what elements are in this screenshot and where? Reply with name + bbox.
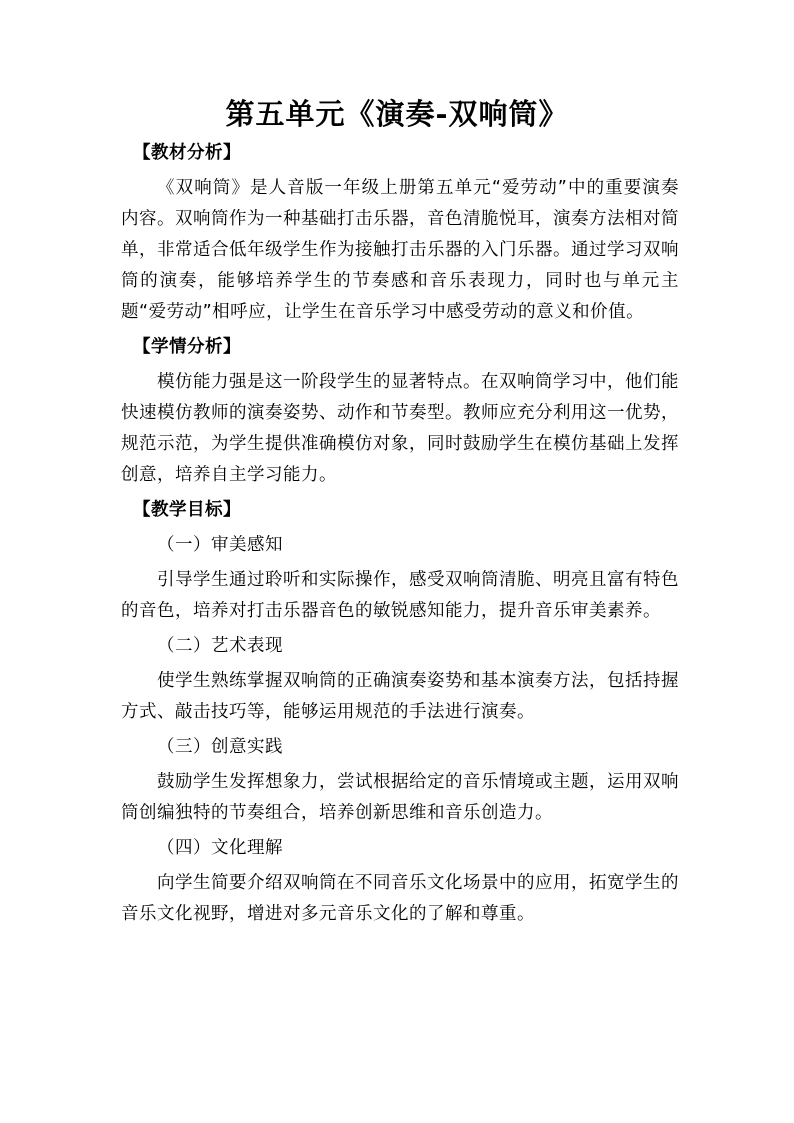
paragraph-creative-practice: 鼓励学生发挥想象力，尝试根据给定的音乐情境或主题，运用双响筒创编独特的节奏组合，培养创新思维和音乐创造力。 <box>121 772 679 823</box>
paragraph-aesthetic-perception: 引导学生通过聆听和实际操作，感受双响筒清脆、明亮且富有特色的音色，培养对打击乐器音色的敏锐感知能力，提升音乐审美素养。 <box>121 570 679 621</box>
subsection-label-creative-practice: （三）创意实践 <box>157 737 283 757</box>
paragraph-learner-analysis: 模仿能力强是这一阶段学生的显著特点。在双响筒学习中，他们能快速模仿教师的演奏姿势、动作和节奏型。教师应充分利用这一优势，规范示范，为学生提供准确模仿对象，同时鼓励学生在模仿基础上发挥创意，培养自主学习能力。 <box>121 372 679 485</box>
section-heading-learner-analysis: 【学情分析】 <box>133 337 241 357</box>
paragraph-textbook-analysis: 《双响筒》是人音版一年级上册第五单元“爱劳动”中的重要演奏内容。双响筒作为一种基础打击乐器，音色清脆悦耳，演奏方法相对简单，非常适合低年级学生作为接触打击乐器的入门乐器。通过学习双响筒的演奏，能够培养学生的节奏感和音乐表现力，同时也与单元主题“爱劳动”相呼应，让学生在音乐学习中感受劳动的意义和价值。 <box>121 178 679 322</box>
subsection-label-aesthetic-perception: （一）审美感知 <box>157 535 283 555</box>
section-heading-textbook-analysis: 【教材分析】 <box>133 143 241 163</box>
paragraph-artistic-expression: 使学生熟练掌握双响筒的正确演奏姿势和基本演奏方法，包括持握方式、敲击技巧等，能够运用规范的手法进行演奏。 <box>121 671 679 722</box>
subsection-label-cultural-understanding: （四）文化理解 <box>157 838 283 858</box>
section-heading-teaching-goals: 【教学目标】 <box>133 500 241 520</box>
paragraph-cultural-understanding: 向学生简要介绍双响筒在不同音乐文化场景中的应用，拓宽学生的音乐文化视野，增进对多元音乐文化的了解和尊重。 <box>121 873 679 924</box>
document-body <box>121 138 679 930</box>
document-title: 第五单元《演奏-双响筒》 <box>225 97 569 131</box>
subsection-label-artistic-expression: （二）艺术表现 <box>157 636 283 656</box>
